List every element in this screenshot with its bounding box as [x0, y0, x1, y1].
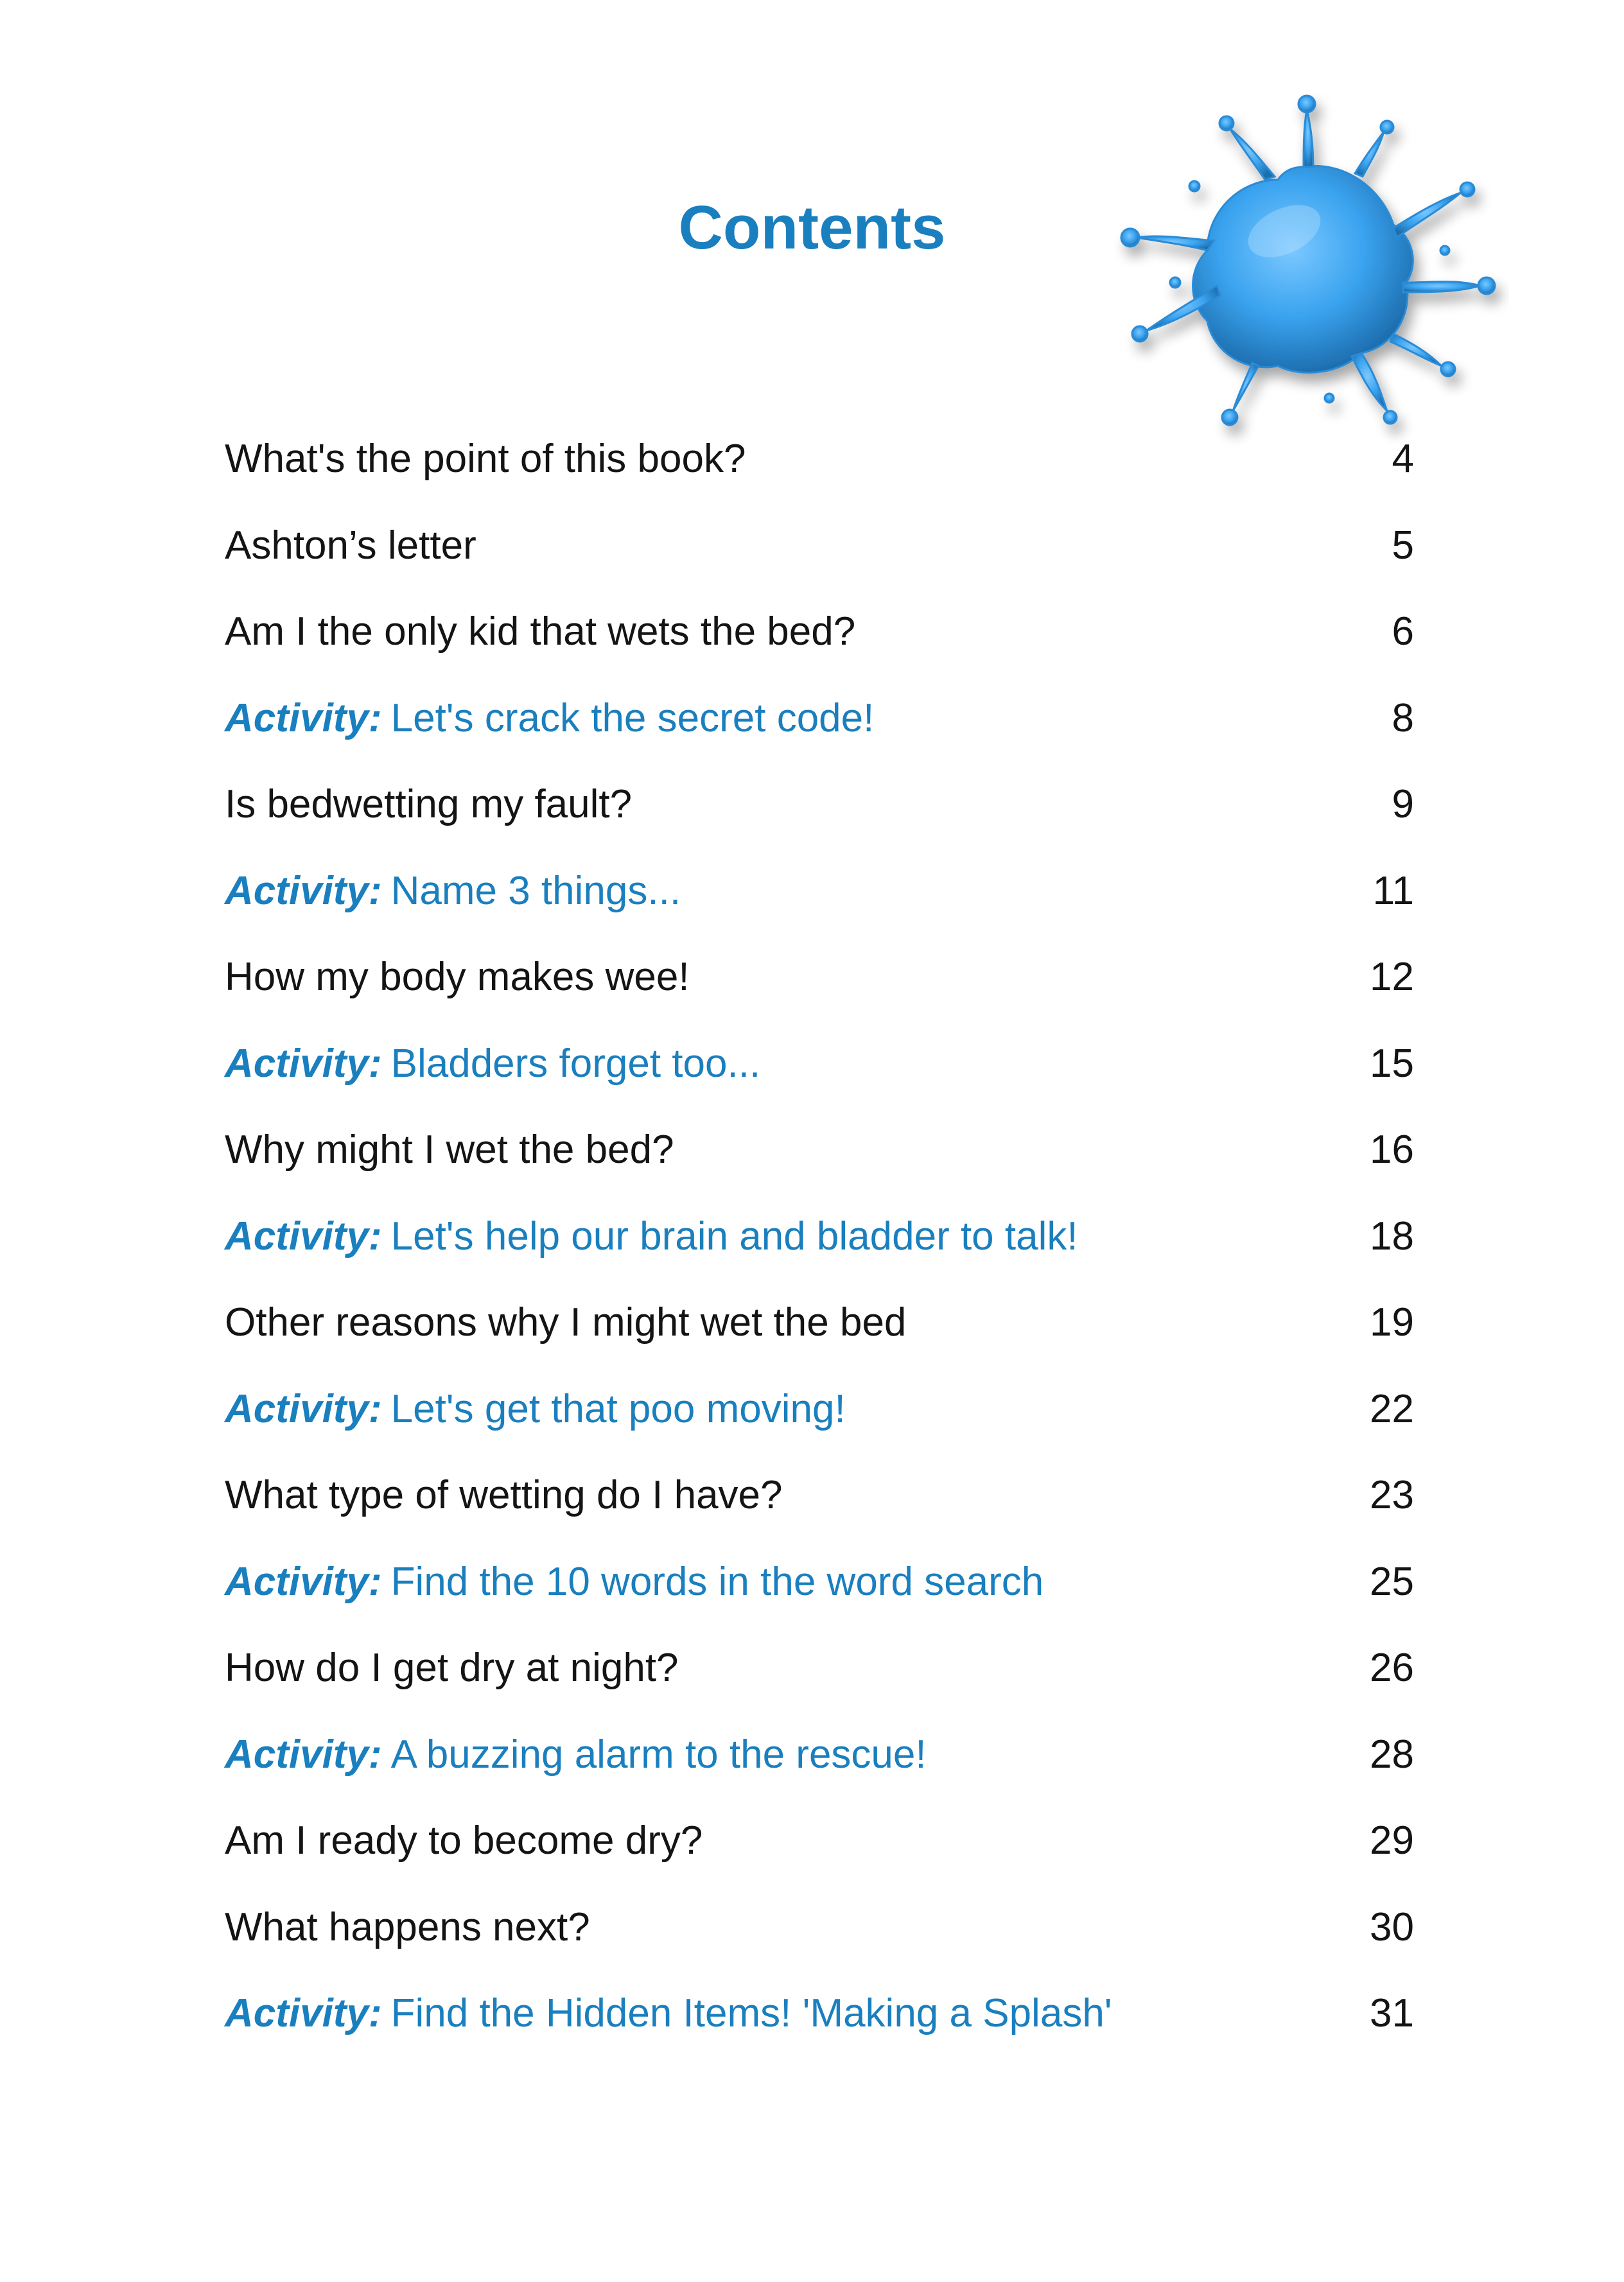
- toc-entry: [225, 1812, 1414, 1899]
- activity-prefix: Activity:: [225, 1386, 382, 1431]
- toc-entry-page-number: 15: [1370, 1041, 1414, 1086]
- toc-entry-title: [225, 1381, 846, 1438]
- toc-entry-page-number: 11: [1372, 868, 1414, 913]
- toc-entry: [225, 1467, 1414, 1553]
- toc-entry-activity: [225, 1553, 1414, 1640]
- toc-entry-label: Am I ready to become dry?: [225, 1818, 703, 1863]
- table-of-contents: [225, 430, 1414, 2071]
- toc-entry-activity: [225, 1726, 1414, 1813]
- toc-entry: [225, 948, 1414, 1035]
- toc-entry-title: [225, 1726, 927, 1784]
- toc-entry: [225, 1639, 1414, 1726]
- toc-entry-page-number: 9: [1392, 782, 1414, 826]
- toc-entry-label: How do I get dry at night?: [225, 1646, 679, 1690]
- toc-entry-title: [225, 1035, 760, 1093]
- toc-entry-page-number: 22: [1370, 1386, 1414, 1431]
- toc-entry: [225, 603, 1414, 690]
- activity-prefix: Activity:: [225, 1214, 382, 1259]
- toc-entry-title: [225, 1553, 1043, 1611]
- toc-entry-activity: [225, 1035, 1414, 1122]
- activity-prefix: Activity:: [225, 868, 382, 913]
- activity-prefix: Activity:: [225, 1041, 382, 1086]
- toc-entry-label: What's the point of this book?: [225, 437, 746, 481]
- toc-entry-title: [225, 776, 632, 833]
- toc-entry-label: What type of wetting do I have?: [225, 1473, 783, 1517]
- toc-entry-label: Other reasons why I might wet the bed: [225, 1300, 907, 1345]
- toc-entry-title: [225, 1899, 590, 1956]
- activity-prefix: Activity:: [225, 1991, 382, 2035]
- toc-entry-page-number: 30: [1370, 1904, 1414, 1949]
- activity-prefix: Activity:: [225, 1559, 382, 1604]
- toc-entry-activity: [225, 1985, 1414, 2071]
- water-splash-icon: [1111, 90, 1509, 449]
- toc-entry-title: [225, 1208, 1078, 1266]
- toc-entry-title: [225, 603, 855, 661]
- toc-entry-label: How my body makes wee!: [225, 955, 690, 999]
- toc-entry-page-number: 12: [1370, 955, 1414, 999]
- toc-entry-page-number: 6: [1392, 609, 1414, 654]
- activity-prefix: Activity:: [225, 695, 382, 740]
- toc-entry: [225, 1294, 1414, 1381]
- toc-entry-page-number: 16: [1370, 1128, 1414, 1172]
- toc-entry-label: Name 3 things...: [390, 868, 681, 913]
- toc-entry-page-number: 26: [1370, 1646, 1414, 1690]
- toc-entry-label: Find the Hidden Items! 'Making a Splash': [390, 1991, 1112, 2035]
- toc-entry-activity: [225, 690, 1414, 776]
- toc-entry-title: [225, 430, 746, 488]
- toc-entry-label: Let's help our brain and bladder to talk!: [390, 1214, 1078, 1259]
- toc-entry-page-number: 25: [1370, 1559, 1414, 1604]
- toc-entry: [225, 1899, 1414, 1985]
- toc-entry-page-number: 23: [1370, 1473, 1414, 1517]
- toc-entry-activity: [225, 1381, 1414, 1467]
- toc-entry-title: [225, 948, 690, 1006]
- toc-entry-label: What happens next?: [225, 1904, 590, 1949]
- toc-entry-label: Is bedwetting my fault?: [225, 782, 633, 826]
- toc-entry-label: Am I the only kid that wets the bed?: [225, 609, 856, 654]
- toc-entry-title: [225, 1812, 703, 1870]
- toc-entry-label: Bladders forget too...: [390, 1041, 761, 1086]
- toc-entry-title: [225, 1467, 783, 1524]
- toc-entry-page-number: 28: [1370, 1732, 1414, 1777]
- toc-entry-label: Why might I wet the bed?: [225, 1128, 674, 1172]
- toc-entry-label: Let's crack the secret code!: [390, 695, 875, 740]
- toc-entry-title: [225, 862, 681, 920]
- toc-entry-activity: [225, 1208, 1414, 1294]
- toc-entry-page-number: 5: [1392, 523, 1414, 568]
- toc-entry-page-number: 4: [1392, 437, 1414, 481]
- toc-entry: [225, 430, 1414, 517]
- toc-entry-label: A buzzing alarm to the rescue!: [390, 1732, 927, 1777]
- toc-entry-title: [225, 690, 874, 747]
- toc-entry-activity: [225, 862, 1414, 949]
- toc-entry-page-number: 8: [1392, 695, 1414, 740]
- toc-entry-label: Ashton’s letter: [225, 523, 476, 568]
- activity-prefix: Activity:: [225, 1732, 382, 1777]
- toc-entry-page-number: 29: [1370, 1818, 1414, 1863]
- toc-entry: [225, 517, 1414, 604]
- toc-entry: [225, 1121, 1414, 1208]
- toc-entry: [225, 776, 1414, 862]
- toc-entry-label: Find the 10 words in the word search: [390, 1559, 1044, 1604]
- toc-entry-page-number: 31: [1370, 1991, 1414, 2035]
- toc-entry-label: Let's get that poo moving!: [390, 1386, 846, 1431]
- toc-entry-page-number: 18: [1370, 1214, 1414, 1259]
- toc-entry-title: [225, 1985, 1112, 2042]
- toc-entry-title: [225, 1639, 679, 1697]
- page-title: Contents: [678, 193, 946, 262]
- toc-entry-title: [225, 1121, 674, 1179]
- toc-entry-title: [225, 1294, 906, 1352]
- toc-entry-page-number: 19: [1370, 1300, 1414, 1345]
- toc-entry-title: [225, 517, 476, 575]
